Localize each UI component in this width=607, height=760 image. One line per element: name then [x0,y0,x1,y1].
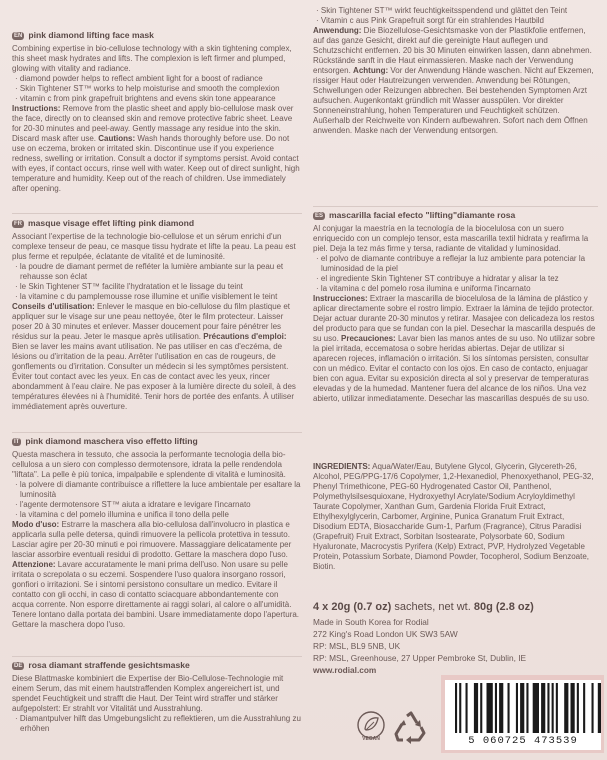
language-badge: EN [14,32,23,39]
section-body: Al conjugar la maestría en la tecnología de la biocelulosa con un suero enriquecido con un complejo tensor, esta mascarilla textil hidrata y reafirma la piel. Deja la tez más firme y tersa, radiante de vitalidad y luminosidad. · el polvo de diamante contribuye a reflejar la luz ambiente para potenciar la luminosidad de la piel · el ingrediente Skin Tightener ST contribuye a hidratar y alisar la tez · la vitamina c del pomelo rosa ilumina e uniforma l'incarnato Instrucciones: Extraer la mascarilla de biocelulosa de la lámina de plástico y aplicar directamente sobre el rostro limpio. Extraer la lámina de tejido protector. Dejar actuar durante 20-30 minutos y retirar. Masajee con delicadeza los restos del producto para que se fundan con la piel. Desechar la mascarilla después de su uso. Precauciones: Lavar bien las manos antes de su uso. No utilizar sobre la piel irritada, eccematosa o sobre heridas abiertas. Dejar de utilizar si aparecen rojeces, inflamación o irritación. Si los síntomas persisten, consultar con un médico. Evitar el contacto con los ojos. En caso de contacto, enjuagar bien con agua. Evitar su exposición directa al sol y preservar de temperaturas elevadas y de la humedad. Mantener fuera del alcance de los niños. Una vez abierto, utilizar inmediatamente. Desechar las mascarillas después de su uso. [313,224,598,404]
vegan-label: VEGAN [362,736,380,742]
section-title: ES mascarilla facial efecto "lifting"diamante rosa [315,210,516,220]
section-title: IT pink diamond maschera viso effetto lifting [14,436,198,446]
list-item: · diamond powder helps to reflect ambient light for a boost of radiance [12,74,302,84]
section-title: EN pink diamond lifting face mask [14,30,154,40]
section-en [12,30,302,194]
list-item: · vitamin c from pink grapefruit brightens and evens skin tone appearance [12,94,302,104]
section-body: Questa maschera in tessuto, che associa la performante tecnologia della bio-cellulosa a un siero con complesso dermotensore, idrata la pelle rendendola "liftata". La pelle è più tonica, impalpabile e splendente di vitalità e luminosità. · la polvere di diamante contribuisce a riflettere la luce ambientale per esaltare la luminosità · l'agente dermotensore ST™ aiuta a idratare e levigare l'incarnato · la vitamina c del pomelo illumina e unifica il tono della pelle Modo d'uso: Estrarre la maschera alla bio-cellulosa dall'involucro in plastica e applicarla sulla pelle detersa, quindi rimuovere la pellicola protettiva in tessuto. Lasciar agire per 20-30 minuti e poi rimuovere. Massaggiare delicatamente per lasciar assorbire eventuali residui di prodotto. Gettare la maschera dopo l'uso. Attenzione: Lavare accuratamente le mani prima dell'uso. Non usare su pelle irritata o screpolata o su eczemi. Sospendere l'uso qualora insorgano rossori, gonfiori o irritazioni. Se i sintomi persistono consultare un medico. Evitare il contatto con gli occhi, in caso di contatto sciacquare abbondantemente con acqua corrente. Non esporre direttamente ai raggi solari, al calore o all'umidità. Tenere lontano dalla portata dei bambini. Usare immediatamente dopo l'apertura. Gettare la maschera dopo l'uso. [12,450,302,630]
section-body: Diese Blattmaske kombiniert die Expertise der Bio-Cellulose-Technologie mit einem Serum, das mit einem hautstraffenden Komplex angereichert ist, und spendet Feuchtigkeit und strafft die Haut. Der Teint wird straffer und stärker aufgepolstert: Er strahlt vor Vitalität und Ausstrahlung. · Diamantpulver hilft das Umgebungslicht zu reflektieren, um die Ausstrahlung zu erhöhen [12,674,302,734]
list-item: · le Skin Tightener ST™ facilite l'hydratation et le lissage du teint [12,282,302,292]
net-weight: 4 x 20g (0.7 oz) sachets, net wt. 80g (2.8 oz) [313,601,534,613]
ingredients-text: INGREDIENTS: Aqua/Water/Eau, Butylene Glycol, Glycerin, Glycereth-26, Alcohol, PEG/PPG-17/6 Copolymer, 1,2-Hexanediol, Phenoxyethanol, PEG-32, Phenyl Trimethicone, PEG-60 Hydrogenated Castor Oil, Panthenol, Polymethylsilsesquioxane, Hydroxyethyl Acrylate/Sodium Acryloyldimethyl Taurate Copolymer, Xanthan Gum, Gardenia Florida Fruit Extract, Ethylhexylglycerin, Carbomer, Arginine, Punica Granatum Fruit Extract, Disodium EDTA, Biosaccharide Gum-1, Parfum (Fragrance), Citrus Paradisi (Grapefruit) Fruit Extract, Sorbitan Isostearate, Polysorbate 60, Sodium Hyaluronate, Macrocystis Pyrifera (Kelp) Extract, PVP, Hydrolyzed Vegetable Protein, Potassium Sorbate, Diamond Powder, Tocopherol, Sodium Benzoate, Biotin. [313,462,594,571]
website: www.rodial.com [313,665,377,675]
ingredients-block [313,462,598,572]
address-block [313,616,598,676]
section-de-continued [313,6,598,136]
list-item: · la vitamina c del pomelo rosa ilumina e uniforma l'incarnato [313,284,598,294]
language-badge: FR [14,220,22,227]
section-fr [12,218,302,412]
section-es [313,210,598,404]
divider [12,213,302,214]
list-item: · Vitamin c aus Pink Grapefruit sorgt für ein strahlendes Hautbild [313,16,598,26]
list-item: · el polvo de diamante contribuye a reflejar la luz ambiente para potenciar la luminosidad de la piel [313,254,598,274]
list-item: · la poudre de diamant permet de refléter la lumière ambiante sur la peau et rehausse son éclat [12,262,302,282]
section-de [12,660,302,734]
barcode [445,680,601,750]
section-body: · Skin Tightener ST™ wirkt feuchtigkeitsspendend und glättet den Teint · Vitamin c aus Pink Grapefruit sorgt für ein strahlendes Hautbild Anwendung: Die Biozellulose-Gesichtsmaske von der Plastikfolie entfernen, auf das ganze Gesicht, direkt auf die gereinigte Haut auflegen und Schutzschicht entfernen. 20 bis 30 Minuten einwirken lassen, dann abnehmen. Rückstände sanft in die Haut einmassieren. Maske nach der Verwendung entsorgen. Achtung: Vor der Anwendung Hände waschen. Nicht auf Ekzemen, rissiger Haut oder Hautreizungen verwenden. Anwendung bei Rötungen, Schwellungen oder Reizungen abbrechen. Bei bestehenden Symptomen Arzt aufsuchen. Augenkontakt gründlich mit Wasser ausspülen. Vor direkter Sonneneinstrahlung, hohen Temperaturen und Feuchtigkeit schützen. Außerhalb der Reichweite von Kindern aufbewahren. Sofort nach dem Öffnen anwenden. Maske nach der Verwendung entsorgen. [313,6,598,136]
section-body: Combining expertise in bio-cellulose technology with a skin tightening complex, this sheet mask hydrates and lifts. The complexion is left firmer and plumped, glowing with vitality and radiance. · diamond powder helps to reflect ambient light for a boost of radiance · Skin Tightener ST™ works to help moisturise and smooth the complexion · vitamin c from pink grapefruit brightens and evens skin tone appearance Instructions: Remove from the plastic sheet and apply bio-cellulose mask over the face, directly on to cleansed skin and remove protective fabric sheet. Leave for 20-30 minutes and peel-away. Gently massage any residue into the skin. Discard mask after use. Cautions: Wash hands thoroughly before use. Do not use on eczema, broken or irritated skin. Discontinue use if you experience redness, swelling or irritation. Consult a doctor if symptoms persist. Avoid contact with eyes, if contact occurs, rinse well with water. Keep out of direct sunlight, high temperature and humidity. Keep out of the reach of children. Use immediately after opening. [12,44,302,194]
list-item: · la vitamine c du pamplemousse rose illumine et unifie visiblement le teint [12,292,302,302]
address-line: RP: MSL, BL9 5NB, UK [313,641,401,651]
barcode-bars [445,683,601,737]
list-item: · Skin Tightener ST™ works to help moisturise and smooth the complexion [12,84,302,94]
divider [12,432,302,433]
section-it [12,436,302,630]
list-item: · Diamantpulver hilft das Umgebungslicht zu reflektieren, um die Ausstrahlung zu erhöhen [12,714,302,734]
barcode-number: 5 060725 473539 [468,735,578,747]
section-title: DE rosa diamant straffende gesichtsmaske [14,660,190,670]
section-body: Associant l'expertise de la technologie bio-cellulose et un sérum enrichi d'un complexe tenseur de peau, ce masque tissu hydrate et lifte la peau. La peau est plus ferme et repulpée, éclatante de vitalité et de luminosité. · la poudre de diamant permet de refléter la lumière ambiante sur la peau et rehausse son éclat · le Skin Tightener ST™ facilite l'hydratation et le lissage du teint · la vitamine c du pamplemousse rose illumine et unifie visiblement le teint Conseils d'utilisation: Enlever le masque en bio-cellulose du film plastique et appliquer sur le visage sur une peau nettoyée, ôter le film protecteur. Laisser poser 20 à 30 minutes et enlever. Masser doucement pour faire pénétrer les résidus sur la peau. Jeter le masque après utilisation. Précautions d'emploi: Bien se laver les mains avant utilisation. Ne pas utiliser en cas d'eczéma, de lésions ou d'irritation de la peau. Arrêter l'utilisation en cas de rougeurs, de gonflements ou d'irritation. Consulter un médecin si les symptômes persistent. Éviter tout contact avec les yeux. En cas de contact avec les yeux, rincer abondamment à l'eau claire. Ne pas exposer à la lumière directe du soleil, à des températures élevées ni à l'humidité. Tenir hors de portée des enfants. À utiliser immédiatement après ouverture. [12,232,302,412]
made-in-line: Made in South Korea for Rodial [313,617,429,627]
list-item: · la polvere di diamante contribuisce a riflettere la luce ambientale per esaltare la luminosità [12,480,302,500]
address-line: 272 King's Road London UK SW3 5AW [313,629,458,639]
language-badge: DE [14,662,23,669]
list-item: · la vitamina c del pomelo illumina e unifica il tono della pelle [12,510,302,520]
list-item: · el ingrediente Skin Tightener ST contribuye a hidratar y alisar la tez [313,274,598,284]
list-item: · l'agente dermotensore ST™ aiuta a idratare e levigare l'incarnato [12,500,302,510]
address-line: RP: MSL, Greenhouse, 27 Upper Pembroke St, Dublin, IE [313,653,527,663]
section-title: FR masque visage effet lifting pink diamond [14,218,195,228]
divider [313,206,598,207]
language-badge: IT [14,438,20,445]
divider [12,656,302,657]
list-item: · Skin Tightener ST™ wirkt feuchtigkeitsspendend und glättet den Teint [313,6,598,16]
language-badge: ES [315,212,324,219]
recycle-icon [393,711,429,745]
